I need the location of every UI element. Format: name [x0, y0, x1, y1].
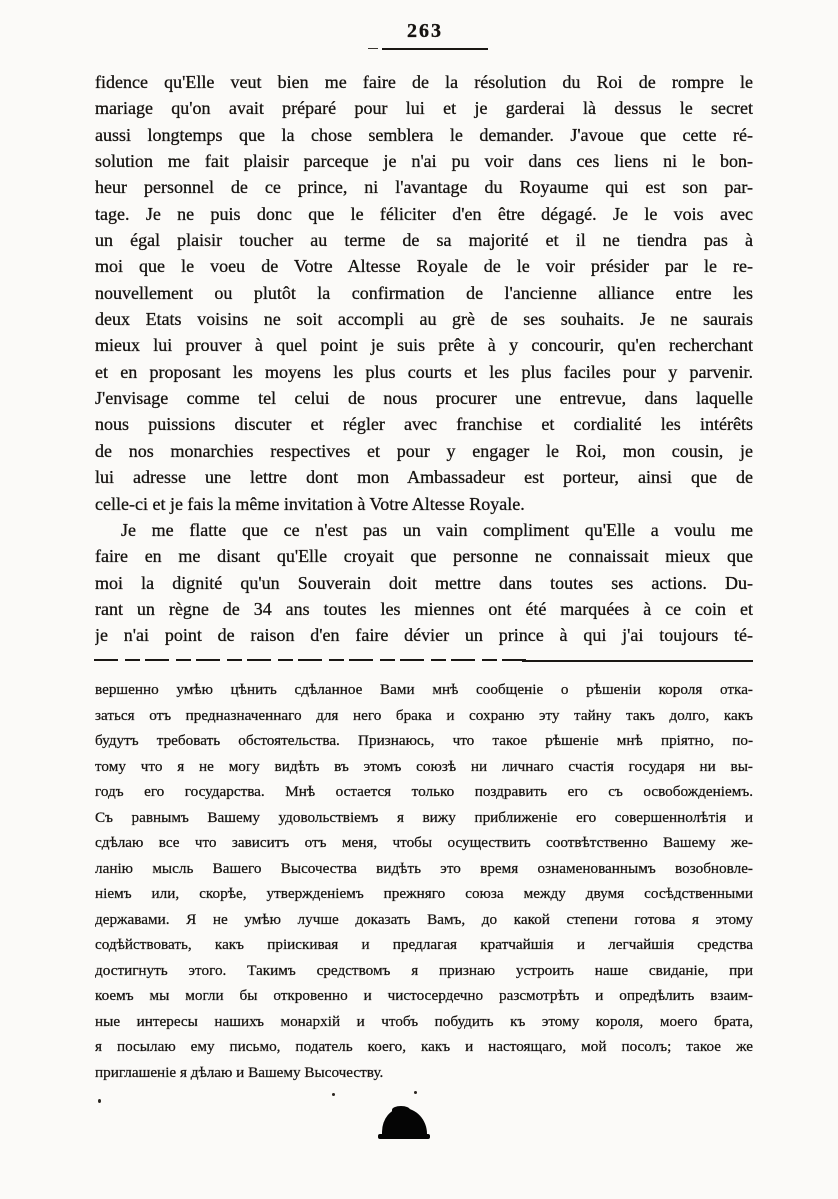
section-divider — [94, 658, 753, 662]
french-text-line: moi la dignité qu'un Souverain doit mettre dans toutes ses actions. Du- — [95, 572, 753, 593]
french-text-line: lui adresse une lettre dont mon Ambassadeur est porteur, ainsi que de — [95, 467, 753, 488]
page-number-rule — [382, 48, 488, 50]
french-text-line: un égal plaisir toucher au terme de sa majorité et il ne tiendra pas à — [95, 230, 753, 251]
french-text-line: aussi longtemps que la chose semblera le demander. J'avoue que cette ré- — [95, 124, 753, 145]
russian-text-line: сдѣлаю все что зависитъ отъ меня, чтобы осуществить соотвѣтственно Вашему же- — [95, 834, 753, 851]
russian-text-line: ные интересы нашихъ монархій и чтобъ побудить къ этому короля, моего брата, — [95, 1012, 753, 1030]
french-text-line: tage. Je ne puis donc que le féliciter d'en être dégagé. Je le vois avec — [95, 203, 753, 224]
french-text-line: mariage qu'on avait préparé pour lui et je garderai là dessus le secret — [95, 98, 753, 119]
french-text-line: heur personnel de ce prince, ni l'avantage du Royaume qui est son par- — [95, 177, 753, 198]
divider-solid-segment — [522, 660, 753, 662]
russian-text-line: ланію мысль Вашего Высочества видѣть это время ознаменованнымъ возобновле- — [95, 859, 753, 877]
french-text-line: J'envisage comme tel celui de nous procurer une entrevue, dans laquelle — [95, 388, 753, 409]
ink-blot-base — [378, 1134, 430, 1139]
french-text-line: nouvellement ou plutôt la confirmation de l'ancienne alliance entre les — [95, 282, 753, 303]
russian-text-line: коемъ мы могли бы откровенно и чистосердечно разсмотрѣть и опредѣлить взаим- — [95, 987, 753, 1004]
french-text-line: fidence qu'Elle veut bien me faire de la résolution du Roi de rompre le — [95, 72, 753, 92]
ink-blot-dome — [382, 1108, 427, 1136]
page-number: 263 — [407, 20, 443, 42]
french-text-line: solution me fait plaisir parceque je n'ai pu voir dans ces liens ni le bon- — [95, 151, 753, 172]
russian-text-line: будутъ требовать обстоятельства. Признаюсь, что такое рѣшеніе мнѣ пріятно, по- — [95, 732, 753, 749]
french-text-line: moi que le voeu de Votre Altesse Royale de le voir présider par le re- — [95, 256, 753, 277]
french-text-line: celle-ci et je fais la même invitation à Votre Altesse Royale. — [95, 493, 525, 514]
russian-footnote-block — [95, 677, 753, 1085]
french-text-line: je n'ai point de raison d'en faire dévier un prince à qui j'ai toujours té- — [95, 625, 753, 646]
russian-text-line: тому что я не могу видѣть въ этомъ союзѣ ни личнаго счастія государя ни вы- — [95, 757, 753, 775]
french-text-line: Je me flatte que ce n'est pas un vain compliment qu'Elle a voulu me — [121, 519, 753, 540]
scan-speck — [414, 1091, 417, 1094]
russian-text-line: приглашеніе я дѣлаю и Вашему Высочеству. — [95, 1063, 384, 1081]
russian-text-line: я посылаю ему письмо, податель коего, какъ и настоящаго, мой посолъ; такое же — [95, 1038, 753, 1055]
french-text-line: rant un règne de 34 ans toutes les miennes ont été marquées à ce coin et — [95, 598, 753, 619]
french-text-line: nous puissions discuter et régler avec franchise et cordialité les intérêts — [95, 414, 753, 435]
divider-dashed-segment — [94, 659, 529, 661]
french-text-line: de nos monarchies respectives et pour y engager le Roi, mon cousin, je — [95, 440, 753, 461]
russian-text-line: содѣйствовать, какъ пріискивая и предлагая кратчайшія и легчайшія средства — [95, 936, 753, 953]
russian-text-line: достигнуть этого. Такимъ средствомъ я признаю устроить наше свиданіе, при — [95, 961, 753, 979]
scan-speck — [332, 1093, 335, 1096]
russian-text-line: ніемъ или, скорѣе, утвержденіемъ прежняго союза между двумя сосѣдственными — [95, 885, 753, 902]
russian-text-line: годъ его государства. Мнѣ остается только поздравить его съ освобожденіемъ. — [95, 783, 753, 800]
french-text-line: deux Etats voisins ne soit accompli au grè de ses souhaits. Je ne saurais — [95, 309, 753, 330]
french-text-line: mieux lui prouver à quel point je suis prête à y concourir, qu'en recherchant — [95, 335, 753, 356]
french-text-block — [95, 69, 753, 649]
russian-text-line: вершенно умѣю цѣнить сдѣланное Вами мнѣ сообщеніе о рѣшеніи короля отка- — [95, 681, 753, 698]
russian-text-line: Съ равнымъ Вашему удовольствіемъ я вижу приближеніе его совершеннолѣтія и — [95, 808, 753, 826]
russian-text-line: державами. Я не умѣю лучше доказать Вамъ, до какой степени готова я этому — [95, 910, 753, 928]
scan-speck — [98, 1099, 101, 1103]
russian-text-line: заться отъ предназначеннаго для него брака и сохраню эту тайну такъ долго, какъ — [95, 706, 753, 724]
french-text-line: et en proposant les moyens les plus courts et les plus faciles pour y parvenir. — [95, 361, 753, 382]
ink-blot-mark — [378, 1108, 430, 1139]
french-text-line: faire en me disant qu'Elle croyait que personne ne connaissait mieux que — [95, 546, 753, 567]
